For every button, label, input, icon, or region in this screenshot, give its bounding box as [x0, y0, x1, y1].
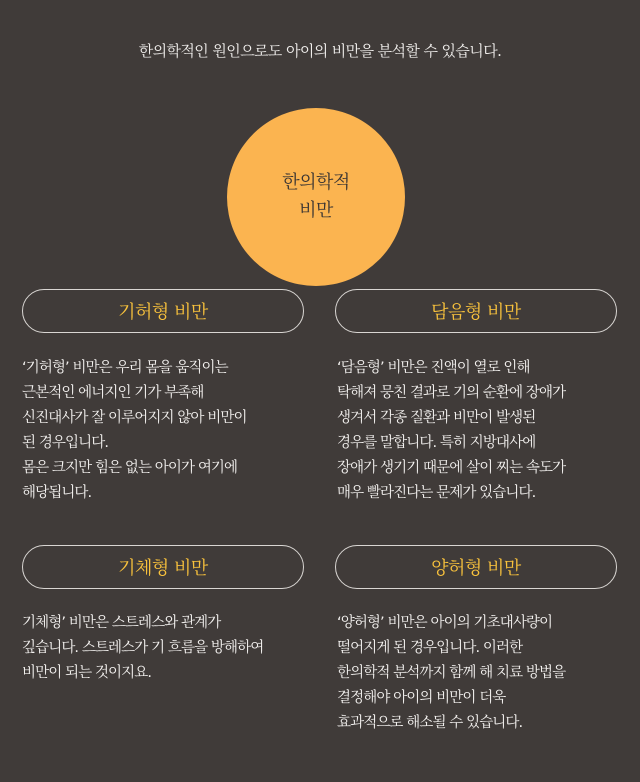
desc-line: 효과적으로 해소될 수 있습니다. [337, 715, 523, 731]
desc-line: 한의학적 분석까지 함께 해 치료 방법을 [337, 665, 566, 681]
desc-line: ‘양허형’ 비만은 아이의 기초대사량이 [337, 615, 553, 631]
desc-line: 결정해야 아이의 비만이 더욱 [337, 690, 506, 706]
section-title-yanghuh: 양허형 비만 [335, 545, 617, 589]
section-title-gihuh: 기허형 비만 [22, 289, 304, 333]
desc-line: 몸은 크지만 힘은 없는 아이가 여기에 [22, 460, 238, 476]
desc-line: ‘담음형’ 비만은 진액이 열로 인해 [337, 360, 530, 376]
section-title-dameum: 담음형 비만 [335, 289, 617, 333]
desc-line: 비만이 되는 것이지요. [22, 665, 152, 681]
desc-line: 탁해져 뭉친 결과로 기의 순환에 장애가 [337, 385, 566, 401]
desc-line: 신진대사가 잘 이루어지지 않아 비만이 [22, 410, 247, 426]
circle-line-1: 한의학적 [282, 172, 350, 193]
section-title-giche: 기체형 비만 [22, 545, 304, 589]
section-desc-giche [22, 611, 322, 686]
desc-line: 경우를 말합니다. 특히 지방대사에 [337, 435, 536, 451]
circle-line-2: 비만 [299, 200, 333, 221]
desc-line: 기체형’ 비만은 스트레스와 관계가 [22, 615, 221, 631]
desc-line: 된 경우입니다. [22, 435, 109, 451]
desc-line: 떨어지게 된 경우입니다. 이러한 [337, 640, 523, 656]
desc-line: 매우 빨라진다는 문제가 있습니다. [337, 485, 536, 501]
desc-line: 해당됩니다. [22, 485, 92, 501]
desc-line: ‘기허형’ 비만은 우리 몸을 움직이는 [22, 360, 228, 376]
intro-text: 한의학적인 원인으로도 아이의 비만을 분석할 수 있습니다. [138, 42, 502, 60]
desc-line: 생겨서 각종 질환과 비만이 발생된 [337, 410, 536, 426]
desc-line: 근본적인 에너지인 기가 부족해 [22, 385, 204, 401]
section-desc-gihuh [22, 356, 322, 506]
center-circle [227, 108, 405, 286]
desc-line: 깊습니다. 스트레스가 기 흐름을 방해하여 [22, 640, 264, 656]
section-desc-dameum [337, 356, 637, 506]
section-desc-yanghuh [337, 611, 637, 736]
desc-line: 장애가 생기기 때문에 살이 찌는 속도가 [337, 460, 566, 476]
